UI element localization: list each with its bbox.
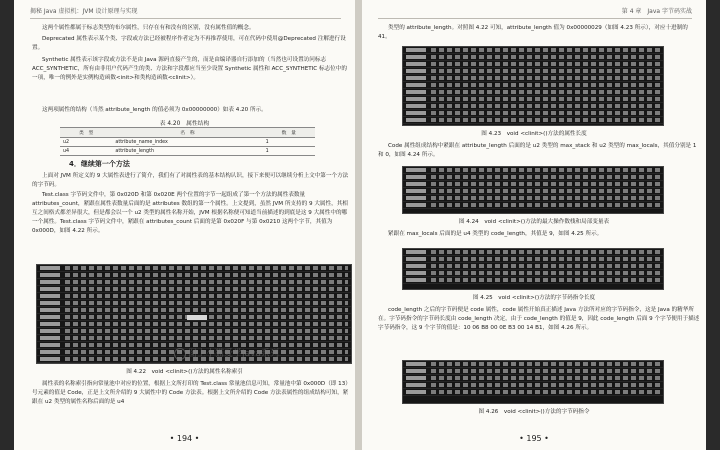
- paragraph: 类型的 attribute_length。对照图 4.22 可知，attribute_length 值为 0x00000029（如图 4.23 所示），对应十进制的 41。: [378, 25, 688, 40]
- figure-caption: 图 4.26 void <clinit>()方法的字节码指令: [478, 409, 590, 415]
- paragraph: 属性表的名称索引指向常量池中对应的位置，根据上文所打印的 Test.class 常量池信息可知，常量池中第 0x000D（即 13）号元素的值是 Code，正是上文所介绍的 9 大属性中的 Code 方法表。根据上文所介绍的 Code 方法表属性的组成结构可知，紧跟在 u2 类型的属性名称后面的是 u4: [32, 381, 349, 405]
- watermark-logo-icon: [174, 348, 186, 360]
- paragraph: Synthetic 属性表示该字段或方法不是由 Java 源码直接产生的，而是由编译器自行添加的（当然也可设置访问标志 ACC_SYNTHETIC，所有由非用户代码产生的类、方法和字段都应当至少设置 Synthetic 属性和 ACC_SYNTHETIC 标志位中的一项，唯一的例外是实例构造函数<init>和类构造函数<clinit>）。: [32, 57, 347, 81]
- watermark: 图上小猫爱学Java系列: [174, 346, 279, 360]
- table-header: 类 型: [60, 128, 112, 138]
- paragraph: 这两项属性的结构（当然 attribute_length 的值必须为 0x00000000）如表 4.20 所示。: [42, 107, 267, 113]
- right-running-header: 第 4 章 Java 字节码实战: [378, 6, 692, 19]
- hex-dump-figure: [402, 46, 664, 126]
- paragraph: code_length 之后的字节码便是 code 属性，code 属性开始真正描述 Java 方法所对应的字节码指令，这是 Java 的精华所在。字节码指令的字节码长度由 code_length 决定，由于 code_length 的值是 9，因此 code_length 后面 9 个字节便用于描述字节码指令，这 9 个字节的值是：10 06 B8 00 0E B3 00 14 B1，如图 4.26 所示。: [378, 307, 700, 331]
- paragraph: Test.class 字节码文件中，第 0x020D 和第 0x020E 两个位置的字节一起组成了第一个方法的属性表数量 attributes_count，紧跟在属性表数量后面的是 attributes 数组的第一个属性。上文提到，虽然 JVM 所支持的 9 大属性，其相互之间格式都差异很大，但是都会以一个 u2 类型的属性名称开始，JVM 根据名称便可知道当前描述的到底是这 9 大属性中的哪一个属性。Test.class 字节码文件中，紧跟在 attributes_count 后面的是第 0x020F 与第 0x0210 这两个字节，其值为 0x000D，如图 4.22 所示。: [32, 192, 348, 234]
- paragraph: 这两个属性都属于标志类型的布尔属性，只存在有和没有的区别，没有属性值的概念。: [42, 25, 255, 31]
- left-running-header: 揭秘 Java 虚拟机：JVM 设计原理与实现: [30, 6, 341, 19]
- section-title: 4．继续第一个方法: [69, 160, 130, 168]
- figure-caption: 图 4.23 void <clinit>()方法的属性长度: [481, 131, 587, 137]
- page-number: • 195 •: [519, 434, 549, 443]
- highlight-bytes: [187, 315, 207, 320]
- table-header: 名 称: [112, 128, 262, 138]
- book-spine: [355, 0, 362, 450]
- page-number: • 194 •: [169, 434, 200, 443]
- paragraph: 紧跟在 max_locals 后面的是 u4 类型的 code_length，其值是 9，如图 4.25 所示。: [388, 231, 603, 237]
- table-header: 数 量: [263, 128, 315, 138]
- hex-dump-figure: [402, 360, 664, 404]
- hex-dump-figure: [402, 166, 664, 214]
- right-page: [362, 0, 706, 450]
- figure-caption: 图 4.22 void <clinit>()方法的属性名称索引: [126, 369, 243, 375]
- hex-dump-figure: [402, 248, 664, 290]
- figure-caption: 图 4.24 void <clinit>()方法的最大操作数栈和局部变量表: [458, 219, 610, 225]
- paragraph: Deprecated 属性表示某个类、字段或方法已经被程序作者定为不再推荐使用，可在代码中使用@Deprecated 注解进行设置。: [32, 36, 346, 51]
- paragraph: 上面对 JVM 所定义的 9 大属性表进行了简介，我们有了对属性表的基本结构认识，接下来便可以继续分析上文中第一个方法的字节码。: [32, 173, 349, 188]
- table-row: u2 attribute_name_index 1: [60, 138, 315, 147]
- table-row: u4 attribute_length 1: [60, 147, 315, 156]
- paragraph: Code 属性组成结构中紧跟在 attribute_length 后面的是 u2 类型的 max_stack 和 u2 类型的 max_locals，其值分别是 1 和 0，如图 4.24 所示。: [378, 143, 697, 158]
- table-caption: 表 4.20 属性结构: [159, 121, 210, 127]
- attribute-table: [60, 127, 315, 156]
- left-page: [14, 0, 355, 450]
- figure-caption: 图 4.25 void <clinit>()方法的字节码指令长度: [472, 295, 596, 301]
